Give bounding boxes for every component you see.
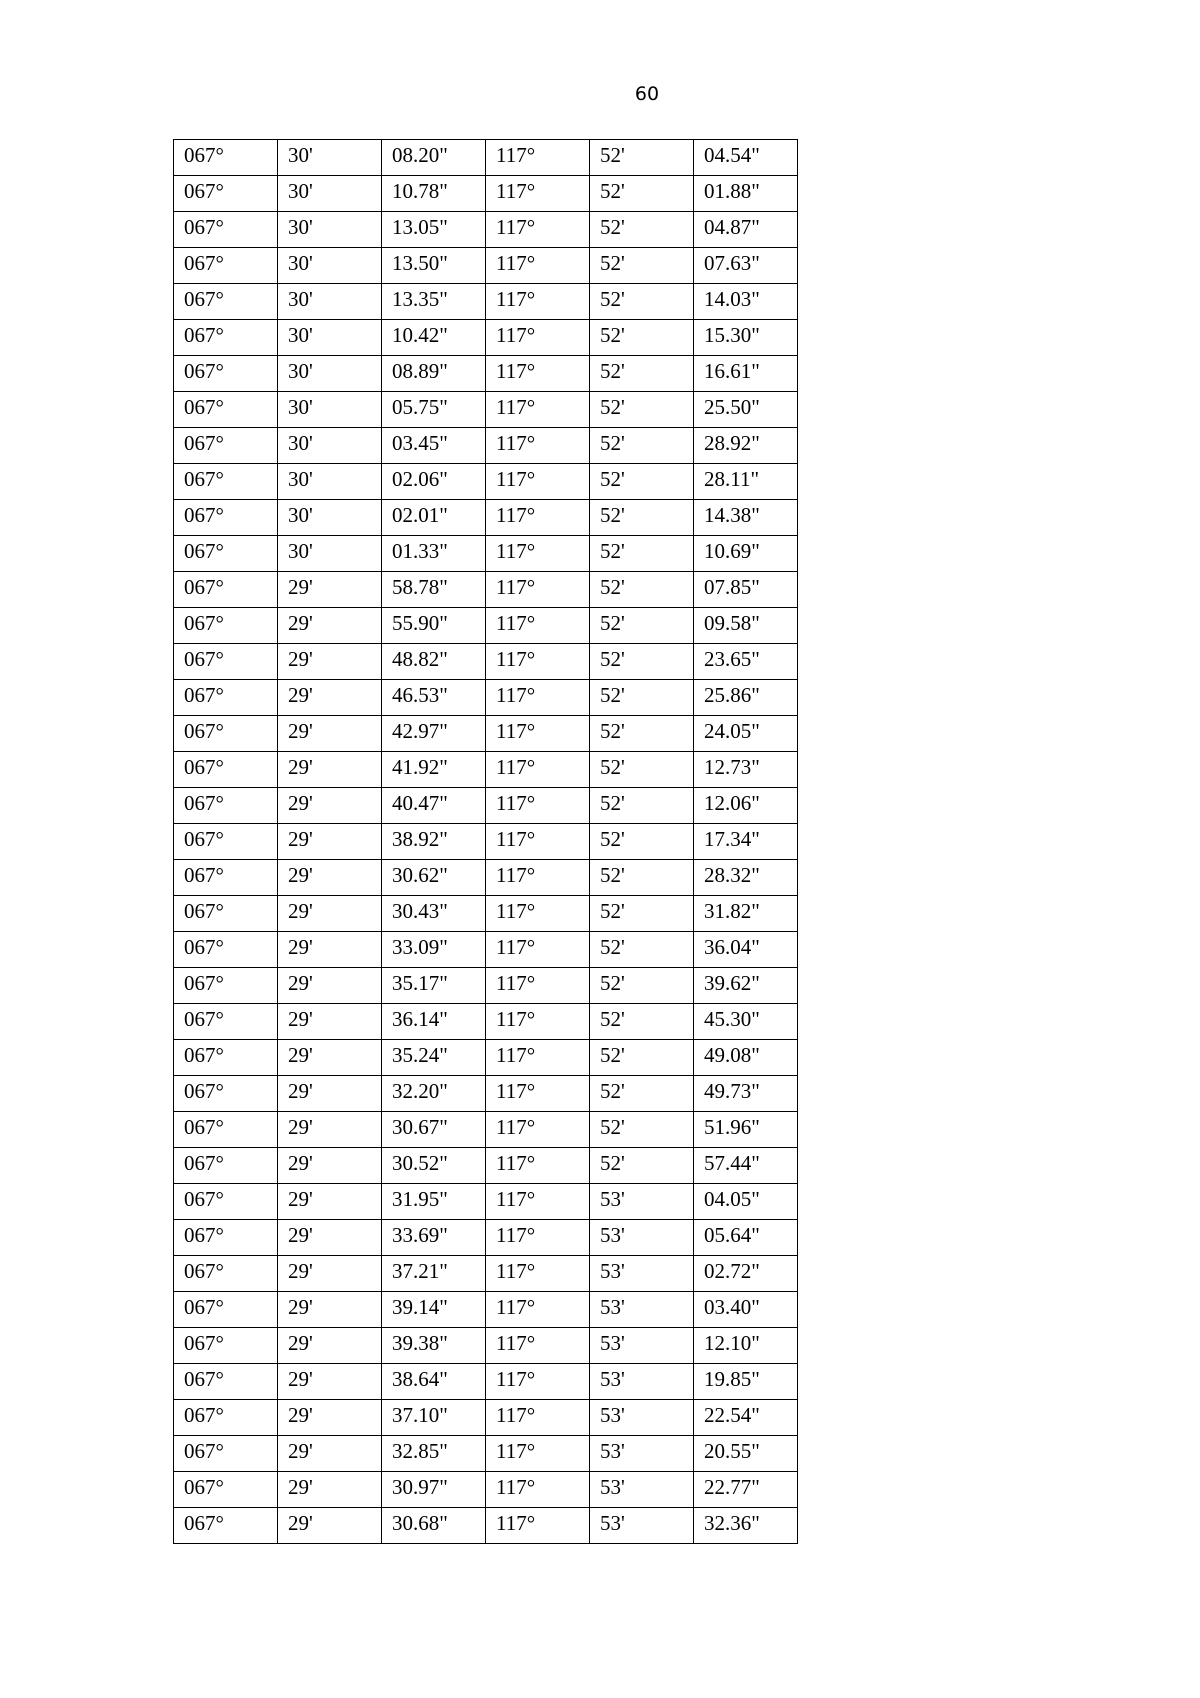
lon-minutes-cell: 29' bbox=[278, 1436, 382, 1472]
table-row bbox=[174, 932, 798, 968]
lon-degrees-cell: 067° bbox=[174, 1184, 278, 1220]
table-row bbox=[174, 680, 798, 716]
lon-degrees-cell: 067° bbox=[174, 1076, 278, 1112]
table-row bbox=[174, 968, 798, 1004]
lat-seconds-cell: 14.03" bbox=[694, 284, 798, 320]
lat-minutes-cell: 53' bbox=[590, 1292, 694, 1328]
lat-minutes-cell: 53' bbox=[590, 1364, 694, 1400]
table-row bbox=[174, 752, 798, 788]
lon-minutes-cell: 29' bbox=[278, 572, 382, 608]
lat-minutes-cell: 52' bbox=[590, 1148, 694, 1184]
lat-degrees-cell: 117° bbox=[486, 356, 590, 392]
lat-seconds-cell: 07.63" bbox=[694, 248, 798, 284]
lon-degrees-cell: 067° bbox=[174, 860, 278, 896]
lon-minutes-cell: 29' bbox=[278, 1076, 382, 1112]
lat-minutes-cell: 52' bbox=[590, 1112, 694, 1148]
lon-degrees-cell: 067° bbox=[174, 824, 278, 860]
lon-seconds-cell: 36.14" bbox=[382, 1004, 486, 1040]
lat-minutes-cell: 52' bbox=[590, 572, 694, 608]
table-row bbox=[174, 320, 798, 356]
lon-degrees-cell: 067° bbox=[174, 500, 278, 536]
lon-seconds-cell: 05.75" bbox=[382, 392, 486, 428]
lat-degrees-cell: 117° bbox=[486, 1328, 590, 1364]
lon-minutes-cell: 29' bbox=[278, 1184, 382, 1220]
table-row bbox=[174, 1256, 798, 1292]
table-row bbox=[174, 1364, 798, 1400]
lat-seconds-cell: 49.73" bbox=[694, 1076, 798, 1112]
lat-degrees-cell: 117° bbox=[486, 536, 590, 572]
table-row bbox=[174, 572, 798, 608]
lon-minutes-cell: 30' bbox=[278, 356, 382, 392]
lat-degrees-cell: 117° bbox=[486, 932, 590, 968]
lat-seconds-cell: 03.40" bbox=[694, 1292, 798, 1328]
lat-minutes-cell: 52' bbox=[590, 140, 694, 176]
lat-minutes-cell: 52' bbox=[590, 428, 694, 464]
lon-seconds-cell: 58.78" bbox=[382, 572, 486, 608]
lat-minutes-cell: 52' bbox=[590, 356, 694, 392]
lat-degrees-cell: 117° bbox=[486, 1076, 590, 1112]
lon-seconds-cell: 35.17" bbox=[382, 968, 486, 1004]
lon-seconds-cell: 42.97" bbox=[382, 716, 486, 752]
table-row bbox=[174, 1148, 798, 1184]
lat-minutes-cell: 53' bbox=[590, 1220, 694, 1256]
lon-seconds-cell: 33.09" bbox=[382, 932, 486, 968]
lat-minutes-cell: 52' bbox=[590, 500, 694, 536]
lat-degrees-cell: 117° bbox=[486, 212, 590, 248]
lon-seconds-cell: 39.38" bbox=[382, 1328, 486, 1364]
lat-degrees-cell: 117° bbox=[486, 1436, 590, 1472]
lon-minutes-cell: 30' bbox=[278, 176, 382, 212]
lon-degrees-cell: 067° bbox=[174, 716, 278, 752]
lon-degrees-cell: 067° bbox=[174, 896, 278, 932]
lon-seconds-cell: 02.06" bbox=[382, 464, 486, 500]
lon-degrees-cell: 067° bbox=[174, 968, 278, 1004]
table-row bbox=[174, 1508, 798, 1544]
lat-seconds-cell: 49.08" bbox=[694, 1040, 798, 1076]
lon-seconds-cell: 01.33" bbox=[382, 536, 486, 572]
lon-seconds-cell: 30.67" bbox=[382, 1112, 486, 1148]
lon-minutes-cell: 30' bbox=[278, 464, 382, 500]
lon-seconds-cell: 02.01" bbox=[382, 500, 486, 536]
page-number: 60 bbox=[634, 83, 660, 105]
lat-degrees-cell: 117° bbox=[486, 1508, 590, 1544]
lon-minutes-cell: 29' bbox=[278, 1472, 382, 1508]
lat-seconds-cell: 23.65" bbox=[694, 644, 798, 680]
lon-minutes-cell: 30' bbox=[278, 248, 382, 284]
lon-degrees-cell: 067° bbox=[174, 1292, 278, 1328]
table-row bbox=[174, 644, 798, 680]
lat-minutes-cell: 53' bbox=[590, 1508, 694, 1544]
lon-minutes-cell: 29' bbox=[278, 1004, 382, 1040]
lon-minutes-cell: 30' bbox=[278, 536, 382, 572]
lon-seconds-cell: 30.97" bbox=[382, 1472, 486, 1508]
lat-seconds-cell: 32.36" bbox=[694, 1508, 798, 1544]
lat-seconds-cell: 57.44" bbox=[694, 1148, 798, 1184]
lon-seconds-cell: 35.24" bbox=[382, 1040, 486, 1076]
lat-seconds-cell: 28.32" bbox=[694, 860, 798, 896]
lon-degrees-cell: 067° bbox=[174, 1040, 278, 1076]
lat-degrees-cell: 117° bbox=[486, 788, 590, 824]
lon-degrees-cell: 067° bbox=[174, 1508, 278, 1544]
lat-seconds-cell: 16.61" bbox=[694, 356, 798, 392]
lon-degrees-cell: 067° bbox=[174, 176, 278, 212]
lat-seconds-cell: 36.04" bbox=[694, 932, 798, 968]
lon-seconds-cell: 55.90" bbox=[382, 608, 486, 644]
table-row bbox=[174, 1040, 798, 1076]
lat-minutes-cell: 53' bbox=[590, 1256, 694, 1292]
table-row bbox=[174, 1220, 798, 1256]
lon-seconds-cell: 41.92" bbox=[382, 752, 486, 788]
lat-degrees-cell: 117° bbox=[486, 140, 590, 176]
lat-minutes-cell: 52' bbox=[590, 1076, 694, 1112]
lon-seconds-cell: 30.62" bbox=[382, 860, 486, 896]
lat-degrees-cell: 117° bbox=[486, 680, 590, 716]
lon-seconds-cell: 08.89" bbox=[382, 356, 486, 392]
lat-seconds-cell: 24.05" bbox=[694, 716, 798, 752]
lat-seconds-cell: 12.06" bbox=[694, 788, 798, 824]
lon-seconds-cell: 39.14" bbox=[382, 1292, 486, 1328]
lat-seconds-cell: 51.96" bbox=[694, 1112, 798, 1148]
lon-minutes-cell: 30' bbox=[278, 140, 382, 176]
lon-degrees-cell: 067° bbox=[174, 572, 278, 608]
table-row bbox=[174, 860, 798, 896]
lon-degrees-cell: 067° bbox=[174, 536, 278, 572]
lat-degrees-cell: 117° bbox=[486, 1292, 590, 1328]
lat-degrees-cell: 117° bbox=[486, 500, 590, 536]
table-row bbox=[174, 1400, 798, 1436]
lat-minutes-cell: 52' bbox=[590, 284, 694, 320]
lat-degrees-cell: 117° bbox=[486, 572, 590, 608]
lon-degrees-cell: 067° bbox=[174, 140, 278, 176]
lon-seconds-cell: 37.21" bbox=[382, 1256, 486, 1292]
lat-minutes-cell: 52' bbox=[590, 176, 694, 212]
coordinates-table bbox=[173, 139, 798, 1544]
lon-degrees-cell: 067° bbox=[174, 320, 278, 356]
table-row bbox=[174, 212, 798, 248]
lat-minutes-cell: 52' bbox=[590, 752, 694, 788]
lon-degrees-cell: 067° bbox=[174, 644, 278, 680]
lat-minutes-cell: 52' bbox=[590, 680, 694, 716]
lon-degrees-cell: 067° bbox=[174, 608, 278, 644]
lat-degrees-cell: 117° bbox=[486, 824, 590, 860]
lon-minutes-cell: 29' bbox=[278, 716, 382, 752]
lat-degrees-cell: 117° bbox=[486, 1220, 590, 1256]
lon-degrees-cell: 067° bbox=[174, 284, 278, 320]
lon-seconds-cell: 10.78" bbox=[382, 176, 486, 212]
lon-minutes-cell: 29' bbox=[278, 644, 382, 680]
lon-minutes-cell: 29' bbox=[278, 896, 382, 932]
lon-seconds-cell: 30.43" bbox=[382, 896, 486, 932]
lat-degrees-cell: 117° bbox=[486, 896, 590, 932]
lat-minutes-cell: 52' bbox=[590, 536, 694, 572]
lon-degrees-cell: 067° bbox=[174, 680, 278, 716]
lat-minutes-cell: 52' bbox=[590, 1004, 694, 1040]
coordinates-table-body bbox=[174, 140, 798, 1544]
lat-seconds-cell: 22.54" bbox=[694, 1400, 798, 1436]
lat-degrees-cell: 117° bbox=[486, 428, 590, 464]
table-row bbox=[174, 1004, 798, 1040]
lon-minutes-cell: 29' bbox=[278, 1400, 382, 1436]
table-row bbox=[174, 716, 798, 752]
lat-degrees-cell: 117° bbox=[486, 176, 590, 212]
lon-degrees-cell: 067° bbox=[174, 1148, 278, 1184]
lat-degrees-cell: 117° bbox=[486, 1112, 590, 1148]
lat-degrees-cell: 117° bbox=[486, 1040, 590, 1076]
lon-degrees-cell: 067° bbox=[174, 1112, 278, 1148]
lon-degrees-cell: 067° bbox=[174, 1004, 278, 1040]
lat-seconds-cell: 39.62" bbox=[694, 968, 798, 1004]
table-row bbox=[174, 356, 798, 392]
lat-degrees-cell: 117° bbox=[486, 1472, 590, 1508]
lat-seconds-cell: 04.05" bbox=[694, 1184, 798, 1220]
lat-seconds-cell: 09.58" bbox=[694, 608, 798, 644]
lat-degrees-cell: 117° bbox=[486, 320, 590, 356]
lon-minutes-cell: 29' bbox=[278, 1112, 382, 1148]
lat-seconds-cell: 19.85" bbox=[694, 1364, 798, 1400]
lat-seconds-cell: 17.34" bbox=[694, 824, 798, 860]
lat-seconds-cell: 10.69" bbox=[694, 536, 798, 572]
lon-degrees-cell: 067° bbox=[174, 392, 278, 428]
lon-degrees-cell: 067° bbox=[174, 932, 278, 968]
lat-seconds-cell: 07.85" bbox=[694, 572, 798, 608]
lat-seconds-cell: 04.87" bbox=[694, 212, 798, 248]
table-row bbox=[174, 608, 798, 644]
lon-seconds-cell: 46.53" bbox=[382, 680, 486, 716]
lon-seconds-cell: 31.95" bbox=[382, 1184, 486, 1220]
lon-minutes-cell: 29' bbox=[278, 860, 382, 896]
lat-degrees-cell: 117° bbox=[486, 1364, 590, 1400]
lon-minutes-cell: 30' bbox=[278, 500, 382, 536]
lon-seconds-cell: 38.92" bbox=[382, 824, 486, 860]
lon-minutes-cell: 29' bbox=[278, 752, 382, 788]
lat-degrees-cell: 117° bbox=[486, 1004, 590, 1040]
lon-seconds-cell: 37.10" bbox=[382, 1400, 486, 1436]
lon-minutes-cell: 29' bbox=[278, 788, 382, 824]
lat-minutes-cell: 53' bbox=[590, 1472, 694, 1508]
lon-degrees-cell: 067° bbox=[174, 1400, 278, 1436]
lat-degrees-cell: 117° bbox=[486, 716, 590, 752]
table-row bbox=[174, 536, 798, 572]
lon-degrees-cell: 067° bbox=[174, 788, 278, 824]
table-row bbox=[174, 1436, 798, 1472]
lat-seconds-cell: 12.10" bbox=[694, 1328, 798, 1364]
lat-degrees-cell: 117° bbox=[486, 608, 590, 644]
lat-minutes-cell: 52' bbox=[590, 212, 694, 248]
lon-minutes-cell: 29' bbox=[278, 1220, 382, 1256]
lat-minutes-cell: 52' bbox=[590, 788, 694, 824]
lon-degrees-cell: 067° bbox=[174, 356, 278, 392]
lon-minutes-cell: 29' bbox=[278, 1292, 382, 1328]
lon-seconds-cell: 40.47" bbox=[382, 788, 486, 824]
lon-degrees-cell: 067° bbox=[174, 212, 278, 248]
lat-minutes-cell: 53' bbox=[590, 1400, 694, 1436]
lon-seconds-cell: 38.64" bbox=[382, 1364, 486, 1400]
lat-minutes-cell: 52' bbox=[590, 896, 694, 932]
lat-seconds-cell: 28.11" bbox=[694, 464, 798, 500]
lat-degrees-cell: 117° bbox=[486, 860, 590, 896]
table-row bbox=[174, 500, 798, 536]
table-row bbox=[174, 1472, 798, 1508]
lon-minutes-cell: 29' bbox=[278, 1328, 382, 1364]
lon-minutes-cell: 29' bbox=[278, 824, 382, 860]
table-row bbox=[174, 788, 798, 824]
lat-degrees-cell: 117° bbox=[486, 248, 590, 284]
lat-minutes-cell: 52' bbox=[590, 932, 694, 968]
table-row bbox=[174, 176, 798, 212]
lat-seconds-cell: 04.54" bbox=[694, 140, 798, 176]
lat-seconds-cell: 15.30" bbox=[694, 320, 798, 356]
lon-degrees-cell: 067° bbox=[174, 1472, 278, 1508]
lon-minutes-cell: 29' bbox=[278, 968, 382, 1004]
lat-seconds-cell: 05.64" bbox=[694, 1220, 798, 1256]
lon-degrees-cell: 067° bbox=[174, 1220, 278, 1256]
lon-seconds-cell: 30.52" bbox=[382, 1148, 486, 1184]
lon-minutes-cell: 30' bbox=[278, 212, 382, 248]
lon-minutes-cell: 29' bbox=[278, 932, 382, 968]
lat-degrees-cell: 117° bbox=[486, 464, 590, 500]
lat-degrees-cell: 117° bbox=[486, 1256, 590, 1292]
lon-degrees-cell: 067° bbox=[174, 1436, 278, 1472]
lat-minutes-cell: 52' bbox=[590, 644, 694, 680]
lat-minutes-cell: 52' bbox=[590, 968, 694, 1004]
table-row bbox=[174, 392, 798, 428]
lon-degrees-cell: 067° bbox=[174, 464, 278, 500]
lon-degrees-cell: 067° bbox=[174, 1364, 278, 1400]
table-row bbox=[174, 1184, 798, 1220]
lat-minutes-cell: 52' bbox=[590, 824, 694, 860]
lat-degrees-cell: 117° bbox=[486, 284, 590, 320]
lon-minutes-cell: 29' bbox=[278, 680, 382, 716]
lat-seconds-cell: 28.92" bbox=[694, 428, 798, 464]
lon-seconds-cell: 13.35" bbox=[382, 284, 486, 320]
lon-seconds-cell: 30.68" bbox=[382, 1508, 486, 1544]
lat-seconds-cell: 25.50" bbox=[694, 392, 798, 428]
table-row bbox=[174, 824, 798, 860]
lon-degrees-cell: 067° bbox=[174, 1256, 278, 1292]
lat-seconds-cell: 20.55" bbox=[694, 1436, 798, 1472]
lat-minutes-cell: 52' bbox=[590, 1040, 694, 1076]
lon-minutes-cell: 30' bbox=[278, 392, 382, 428]
lat-minutes-cell: 52' bbox=[590, 464, 694, 500]
table-row bbox=[174, 284, 798, 320]
lat-minutes-cell: 53' bbox=[590, 1436, 694, 1472]
lon-seconds-cell: 08.20" bbox=[382, 140, 486, 176]
lon-degrees-cell: 067° bbox=[174, 752, 278, 788]
lon-seconds-cell: 32.20" bbox=[382, 1076, 486, 1112]
table-row bbox=[174, 1076, 798, 1112]
lon-minutes-cell: 29' bbox=[278, 608, 382, 644]
lat-minutes-cell: 52' bbox=[590, 860, 694, 896]
table-row bbox=[174, 1292, 798, 1328]
lat-minutes-cell: 52' bbox=[590, 392, 694, 428]
lon-degrees-cell: 067° bbox=[174, 248, 278, 284]
table-row bbox=[174, 248, 798, 284]
lon-minutes-cell: 30' bbox=[278, 284, 382, 320]
lat-seconds-cell: 01.88" bbox=[694, 176, 798, 212]
lon-minutes-cell: 29' bbox=[278, 1256, 382, 1292]
lon-minutes-cell: 29' bbox=[278, 1364, 382, 1400]
lat-degrees-cell: 117° bbox=[486, 644, 590, 680]
lon-seconds-cell: 48.82" bbox=[382, 644, 486, 680]
lat-degrees-cell: 117° bbox=[486, 968, 590, 1004]
table-row bbox=[174, 140, 798, 176]
lon-seconds-cell: 13.50" bbox=[382, 248, 486, 284]
lat-degrees-cell: 117° bbox=[486, 1400, 590, 1436]
lon-degrees-cell: 067° bbox=[174, 428, 278, 464]
lat-minutes-cell: 52' bbox=[590, 716, 694, 752]
lat-minutes-cell: 52' bbox=[590, 248, 694, 284]
lat-seconds-cell: 14.38" bbox=[694, 500, 798, 536]
lon-seconds-cell: 33.69" bbox=[382, 1220, 486, 1256]
lon-minutes-cell: 29' bbox=[278, 1040, 382, 1076]
lat-degrees-cell: 117° bbox=[486, 752, 590, 788]
lat-seconds-cell: 22.77" bbox=[694, 1472, 798, 1508]
lat-seconds-cell: 12.73" bbox=[694, 752, 798, 788]
table-row bbox=[174, 464, 798, 500]
lon-degrees-cell: 067° bbox=[174, 1328, 278, 1364]
lat-seconds-cell: 25.86" bbox=[694, 680, 798, 716]
table-row bbox=[174, 1112, 798, 1148]
lon-minutes-cell: 30' bbox=[278, 320, 382, 356]
table-row bbox=[174, 1328, 798, 1364]
lat-degrees-cell: 117° bbox=[486, 1148, 590, 1184]
lon-seconds-cell: 03.45" bbox=[382, 428, 486, 464]
table-row bbox=[174, 896, 798, 932]
lat-minutes-cell: 53' bbox=[590, 1184, 694, 1220]
table-row bbox=[174, 428, 798, 464]
lat-minutes-cell: 52' bbox=[590, 320, 694, 356]
lat-minutes-cell: 52' bbox=[590, 608, 694, 644]
lon-seconds-cell: 32.85" bbox=[382, 1436, 486, 1472]
lon-seconds-cell: 13.05" bbox=[382, 212, 486, 248]
lon-minutes-cell: 30' bbox=[278, 428, 382, 464]
lon-minutes-cell: 29' bbox=[278, 1148, 382, 1184]
lon-seconds-cell: 10.42" bbox=[382, 320, 486, 356]
lat-seconds-cell: 31.82" bbox=[694, 896, 798, 932]
lon-minutes-cell: 29' bbox=[278, 1508, 382, 1544]
lat-seconds-cell: 02.72" bbox=[694, 1256, 798, 1292]
lat-minutes-cell: 53' bbox=[590, 1328, 694, 1364]
lat-degrees-cell: 117° bbox=[486, 392, 590, 428]
lat-degrees-cell: 117° bbox=[486, 1184, 590, 1220]
lat-seconds-cell: 45.30" bbox=[694, 1004, 798, 1040]
